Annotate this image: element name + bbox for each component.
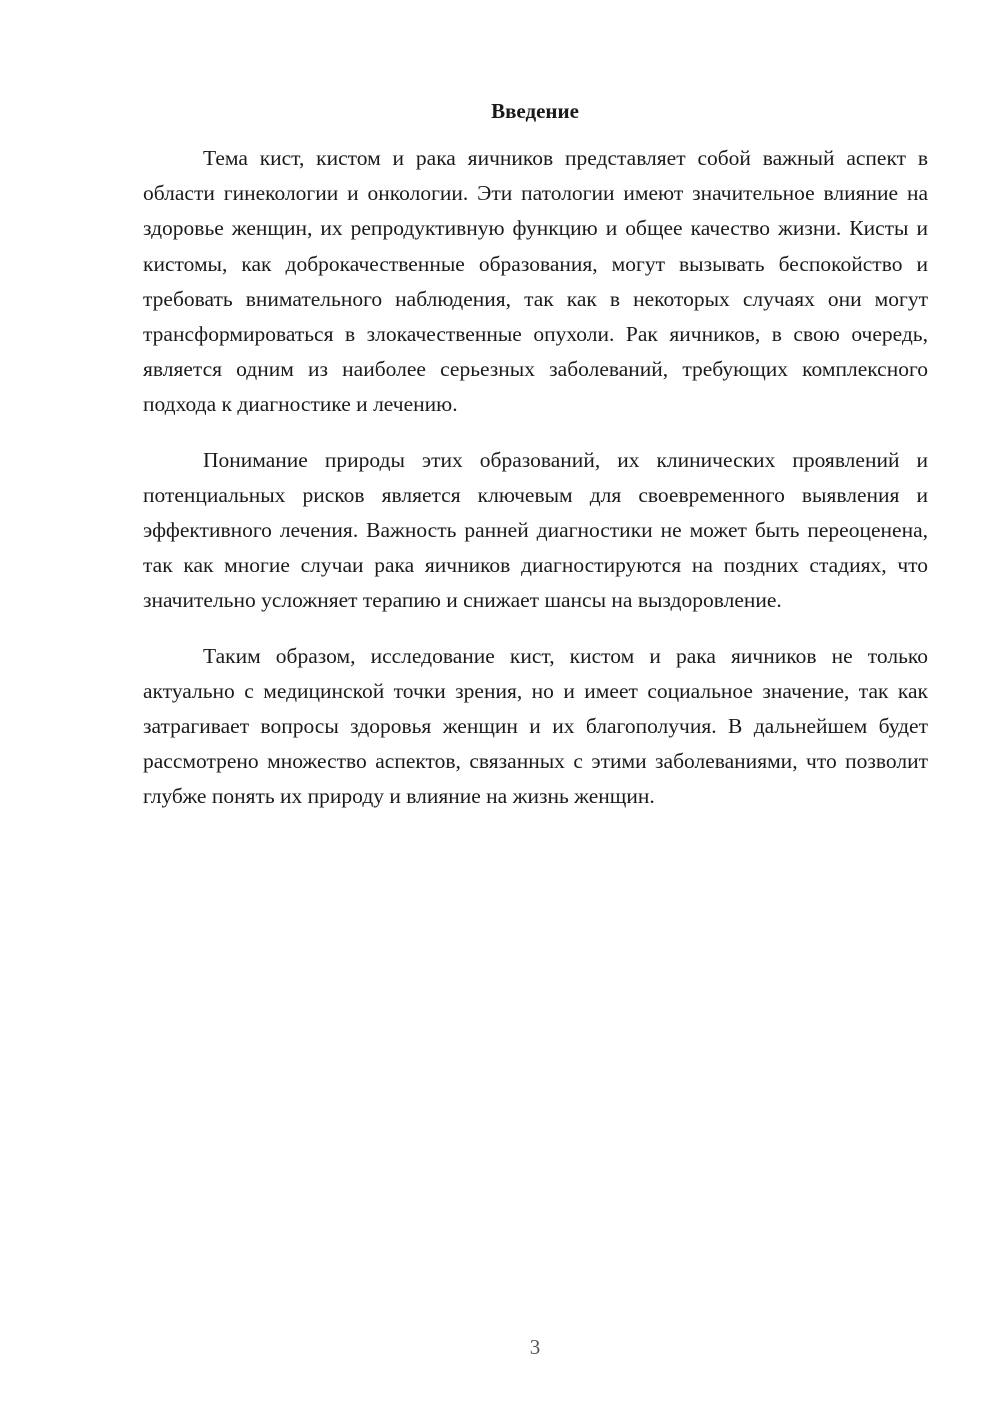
paragraph-1: Тема кист, кистом и рака яичников представляет собой важный аспект в области гинекологии и онкологии. Эти патологии имеют значительное влияние на здоровье женщин, их репродуктивную функцию и общее качество жизни. Кисты и кистомы, как доброкачественные образования, могут вызывать беспокойство и требовать внимательного наблюдения, так как в некоторых случаях они могут трансформироваться в злокачественные опухоли. Рак яичников, в свою очередь, является одним из наиболее серьезных заболеваний, требующих комплексного подхода к диагностике и лечению.	[143, 146, 928, 417]
body-text	[143, 141, 928, 835]
page-number: 3	[529, 1335, 541, 1359]
paragraph-2: Понимание природы этих образований, их клинических проявлений и потенциальных рисков является ключевым для своевременного выявления и эффективного лечения. Важность ранней диагностики не может быть переоценена, так как многие случаи рака яичников диагностируются на поздних стадиях, что значительно усложняет терапию и снижает шансы на выздоровление.	[143, 447, 928, 613]
section-heading: Введение	[491, 99, 579, 123]
paragraph-3: Таким образом, исследование кист, кистом и рака яичников не только актуально с медицинской точки зрения, но и имеет социальное значение, так как затрагивает вопросы здоровья женщин и их благополучия. В дальнейшем будет рассмотрено множество аспектов, связанных с этими заболеваниями, что позволит глубже понять их природу и влияние на жизнь женщин.	[143, 643, 928, 809]
